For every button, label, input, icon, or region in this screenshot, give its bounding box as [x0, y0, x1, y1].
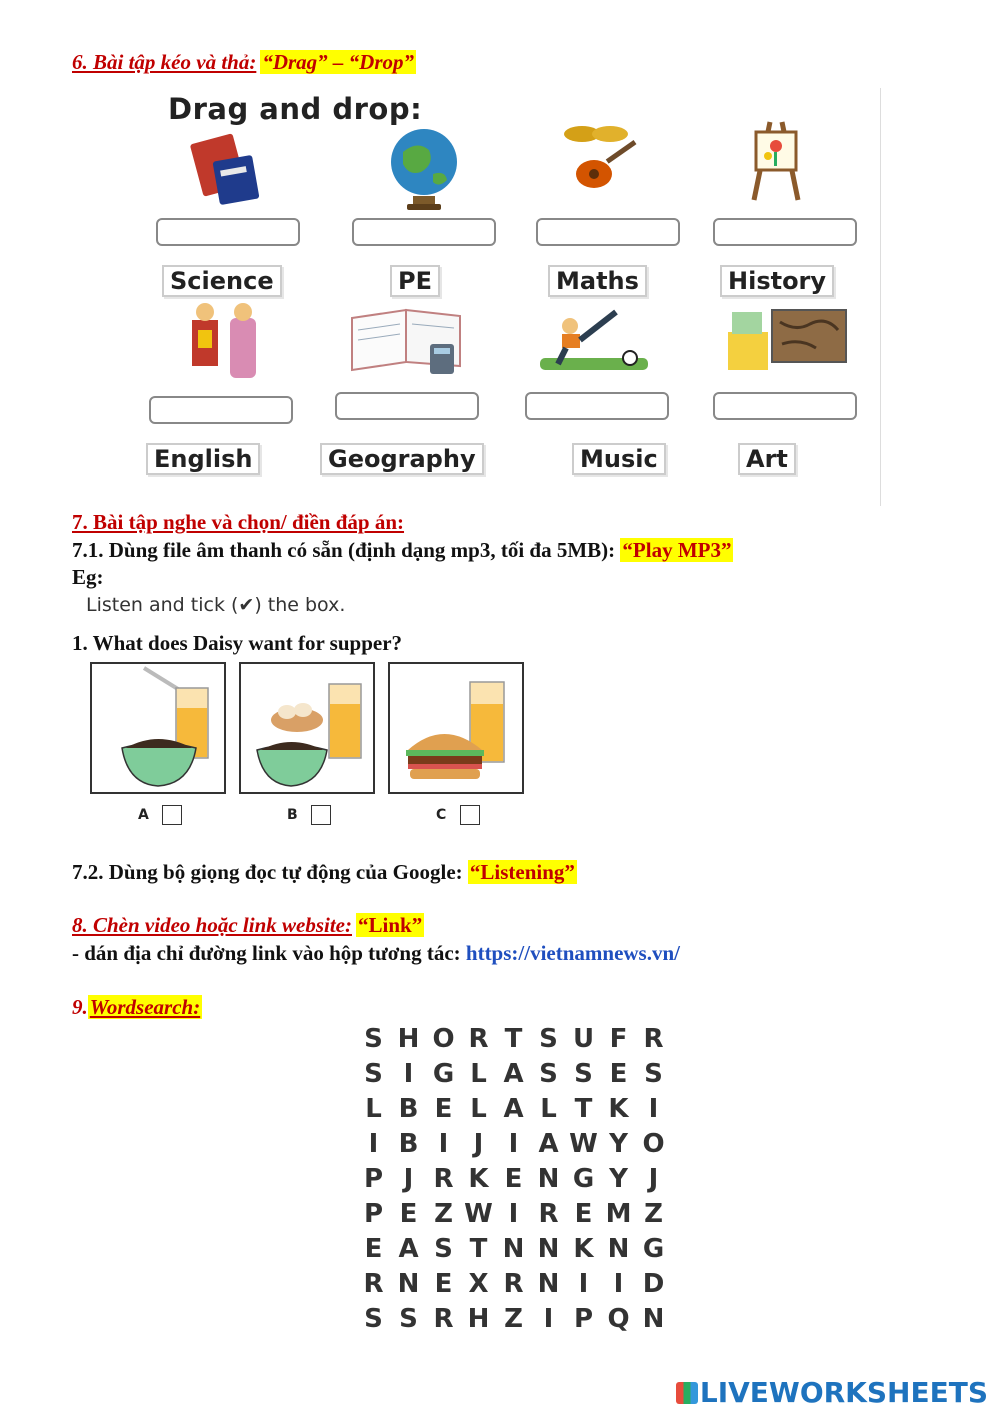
wordsearch-cell[interactable]: L — [470, 1059, 487, 1089]
wordsearch-cell[interactable]: R — [503, 1269, 524, 1299]
wordsearch-cell[interactable]: B — [398, 1129, 419, 1159]
wordsearch-cell[interactable]: A — [398, 1234, 419, 1264]
section7-sub1-line — [72, 538, 733, 563]
word-music[interactable]: Music — [572, 443, 666, 475]
option-b-checkbox[interactable] — [311, 805, 331, 825]
wordsearch-cell[interactable]: R — [643, 1024, 664, 1054]
burger-drink-icon — [390, 664, 522, 792]
option-b-label: B — [287, 807, 298, 823]
wordsearch-cell[interactable]: I — [508, 1129, 519, 1159]
word-art[interactable]: Art — [738, 443, 796, 475]
wordsearch-cell[interactable]: A — [503, 1094, 524, 1124]
wordsearch-cell[interactable]: N — [607, 1234, 630, 1264]
section6-heading-line — [72, 50, 416, 75]
drop-box-2[interactable] — [352, 218, 496, 246]
wordsearch-cell[interactable]: R — [433, 1304, 454, 1334]
wordsearch-cell[interactable]: O — [432, 1024, 455, 1054]
wordsearch-cell[interactable]: J — [473, 1129, 484, 1159]
easel-icon — [736, 116, 816, 204]
food-card-c — [388, 662, 524, 794]
section9-heading: Wordsearch: — [89, 995, 201, 1019]
word-history[interactable]: History — [720, 265, 834, 297]
wordsearch-grid[interactable] — [356, 1022, 672, 1338]
question-text: 1. What does Daisy want for supper? — [72, 631, 403, 655]
wordsearch-cell[interactable]: S — [364, 1024, 383, 1054]
food-card-b — [239, 662, 375, 794]
wordsearch-cell[interactable]: S — [644, 1059, 663, 1089]
drag-drop-panel — [128, 88, 881, 506]
wordsearch-cell[interactable]: N — [642, 1304, 665, 1334]
spaghetti-eggs-drink-icon — [241, 664, 373, 792]
wordsearch-cell[interactable]: K — [608, 1094, 629, 1124]
wordsearch-cell[interactable]: A — [538, 1129, 559, 1159]
wordsearch-cell[interactable]: W — [569, 1129, 598, 1159]
wordsearch-cell[interactable]: A — [503, 1059, 524, 1089]
drop-box-8[interactable] — [713, 392, 857, 420]
wordsearch-cell[interactable]: T — [574, 1094, 593, 1124]
option-a-label: A — [138, 807, 149, 823]
wordsearch-cell[interactable]: I — [403, 1059, 414, 1089]
wordsearch-cell[interactable]: R — [363, 1269, 384, 1299]
wordsearch-cell[interactable]: R — [468, 1024, 489, 1054]
food-card-a — [90, 662, 226, 794]
liveworksheets-logo — [676, 1376, 988, 1409]
wordsearch-cell[interactable]: I — [508, 1199, 519, 1229]
wordsearch-cell[interactable]: J — [403, 1164, 414, 1194]
wordsearch-cell[interactable]: I — [613, 1269, 624, 1299]
wordsearch-cell[interactable]: I — [368, 1129, 379, 1159]
wordsearch-cell[interactable]: H — [397, 1024, 420, 1054]
wordsearch-cell[interactable]: I — [578, 1269, 589, 1299]
wordsearch-cell[interactable]: I — [648, 1094, 659, 1124]
wordsearch-cell[interactable]: L — [540, 1094, 557, 1124]
wordsearch-cell[interactable]: J — [648, 1164, 659, 1194]
drop-box-1[interactable] — [156, 218, 300, 246]
section9-heading-line — [72, 995, 202, 1020]
wordsearch-cell[interactable]: S — [539, 1059, 558, 1089]
word-science[interactable]: Science — [162, 265, 282, 297]
wordsearch-cell[interactable]: N — [537, 1164, 560, 1194]
wordsearch-cell[interactable]: I — [438, 1129, 449, 1159]
wordsearch-cell[interactable]: N — [537, 1269, 560, 1299]
section8-line — [72, 941, 680, 966]
wordsearch-cell[interactable]: E — [434, 1094, 453, 1124]
wordsearch-cell[interactable]: E — [574, 1199, 593, 1229]
vietnamnews-link[interactable]: https://vietnamnews.vn/ — [465, 941, 680, 965]
logo-icon — [676, 1382, 698, 1404]
wordsearch-cell[interactable]: Z — [434, 1199, 453, 1229]
section7-sub2-text: 7.2. Dùng bộ giọng đọc tự động của Google: — [72, 860, 463, 884]
wordsearch-cell[interactable]: O — [642, 1129, 665, 1159]
ant-farm-icon — [726, 302, 850, 372]
wordsearch-cell[interactable]: G — [642, 1234, 665, 1264]
listen-instruction: Listen and tick (✔) the box. — [86, 594, 346, 616]
wordsearch-cell[interactable]: M — [605, 1199, 632, 1229]
wordsearch-cell[interactable]: S — [539, 1024, 558, 1054]
wordsearch-cell[interactable]: Q — [607, 1304, 630, 1334]
drop-box-6[interactable] — [335, 392, 479, 420]
eg-label: Eg: — [72, 565, 104, 589]
wordsearch-cell[interactable]: B — [398, 1094, 419, 1124]
word-geography[interactable]: Geography — [320, 443, 484, 475]
wordsearch-cell[interactable]: P — [363, 1164, 384, 1194]
logo-text: LIVEWORKSHEETS — [699, 1376, 988, 1409]
link-highlight: “Link” — [358, 913, 423, 937]
wordsearch-cell[interactable]: N — [502, 1234, 525, 1264]
section8-heading-line — [72, 913, 424, 938]
section6-highlight: “Drag” – “Drop” — [262, 50, 415, 74]
section9-number: 9. — [72, 995, 88, 1019]
wordsearch-cell[interactable]: Z — [504, 1304, 523, 1334]
wordsearch-cell[interactable]: Z — [644, 1199, 663, 1229]
section7-sub2-line — [72, 860, 577, 885]
wordsearch-cell[interactable]: N — [397, 1269, 420, 1299]
wordsearch-cell[interactable]: D — [642, 1269, 665, 1299]
wordsearch-cell[interactable]: S — [574, 1059, 593, 1089]
section8-line-text: - dán địa chỉ đường link vào hộp tương tác: — [72, 941, 461, 965]
wordsearch-cell[interactable]: F — [609, 1024, 628, 1054]
wordsearch-cell[interactable]: I — [543, 1304, 554, 1334]
wordsearch-cell[interactable]: P — [363, 1199, 384, 1229]
wordsearch-cell[interactable]: Y — [609, 1129, 628, 1159]
word-english[interactable]: English — [146, 443, 260, 475]
wordsearch-cell[interactable]: T — [469, 1234, 488, 1264]
option-a-checkbox[interactable] — [162, 805, 182, 825]
drop-box-3[interactable] — [536, 218, 680, 246]
drop-box-7[interactable] — [525, 392, 669, 420]
books-icon — [188, 128, 268, 208]
section6-heading: 6. Bài tập kéo và thả: — [72, 50, 257, 74]
option-c-label: C — [436, 807, 447, 823]
drop-box-5[interactable] — [149, 396, 293, 424]
wordsearch-cell[interactable]: E — [609, 1059, 628, 1089]
word-maths[interactable]: Maths — [548, 265, 647, 297]
wordsearch-cell[interactable]: E — [364, 1234, 383, 1264]
romans-icon — [180, 300, 270, 386]
boy-football-icon — [536, 302, 652, 374]
wordsearch-cell[interactable]: R — [433, 1164, 454, 1194]
wordsearch-cell[interactable]: X — [468, 1269, 489, 1299]
wordsearch-cell[interactable]: S — [364, 1059, 383, 1089]
wordsearch-cell[interactable]: E — [504, 1164, 523, 1194]
section7-heading: 7. Bài tập nghe và chọn/ điền đáp án: — [72, 510, 405, 534]
wordsearch-cell[interactable]: T — [504, 1024, 523, 1054]
listening-highlight: “Listening” — [469, 860, 575, 884]
wordsearch-cell[interactable]: S — [399, 1304, 418, 1334]
wordsearch-cell[interactable]: P — [573, 1304, 594, 1334]
wordsearch-cell[interactable]: N — [537, 1234, 560, 1264]
wordsearch-cell[interactable]: G — [572, 1164, 595, 1194]
wordsearch-cell[interactable]: S — [364, 1304, 383, 1334]
section7-sub1-text: 7.1. Dùng file âm thanh có sẵn (định dạng mp3, tối đa 5MB): — [72, 538, 616, 562]
option-c-checkbox[interactable] — [460, 805, 480, 825]
wordsearch-cell[interactable]: W — [464, 1199, 493, 1229]
wordsearch-cell[interactable]: R — [538, 1199, 559, 1229]
wordsearch-cell[interactable]: U — [572, 1024, 595, 1054]
play-mp3-highlight: “Play MP3” — [622, 538, 732, 562]
notebook-calculator-icon — [346, 304, 468, 376]
word-pe[interactable]: PE — [390, 265, 440, 297]
section8-heading: 8. Chèn video hoặc link website: — [72, 913, 352, 937]
wordsearch-cell[interactable]: Y — [609, 1164, 628, 1194]
wordsearch-cell[interactable]: L — [470, 1094, 487, 1124]
wordsearch-cell[interactable]: E — [434, 1269, 453, 1299]
wordsearch-cell[interactable]: K — [573, 1234, 594, 1264]
drag-drop-title: Drag and drop: — [168, 92, 423, 126]
spaghetti-drink-icon — [92, 664, 224, 792]
wordsearch-cell[interactable]: K — [468, 1164, 489, 1194]
drop-box-4[interactable] — [713, 218, 857, 246]
cymbals-guitar-icon — [560, 122, 650, 198]
wordsearch-cell[interactable]: L — [365, 1094, 382, 1124]
wordsearch-cell[interactable]: H — [467, 1304, 490, 1334]
wordsearch-cell[interactable]: E — [399, 1199, 418, 1229]
wordsearch-cell[interactable]: S — [434, 1234, 453, 1264]
globe-icon — [383, 124, 465, 214]
wordsearch-cell[interactable]: G — [432, 1059, 455, 1089]
